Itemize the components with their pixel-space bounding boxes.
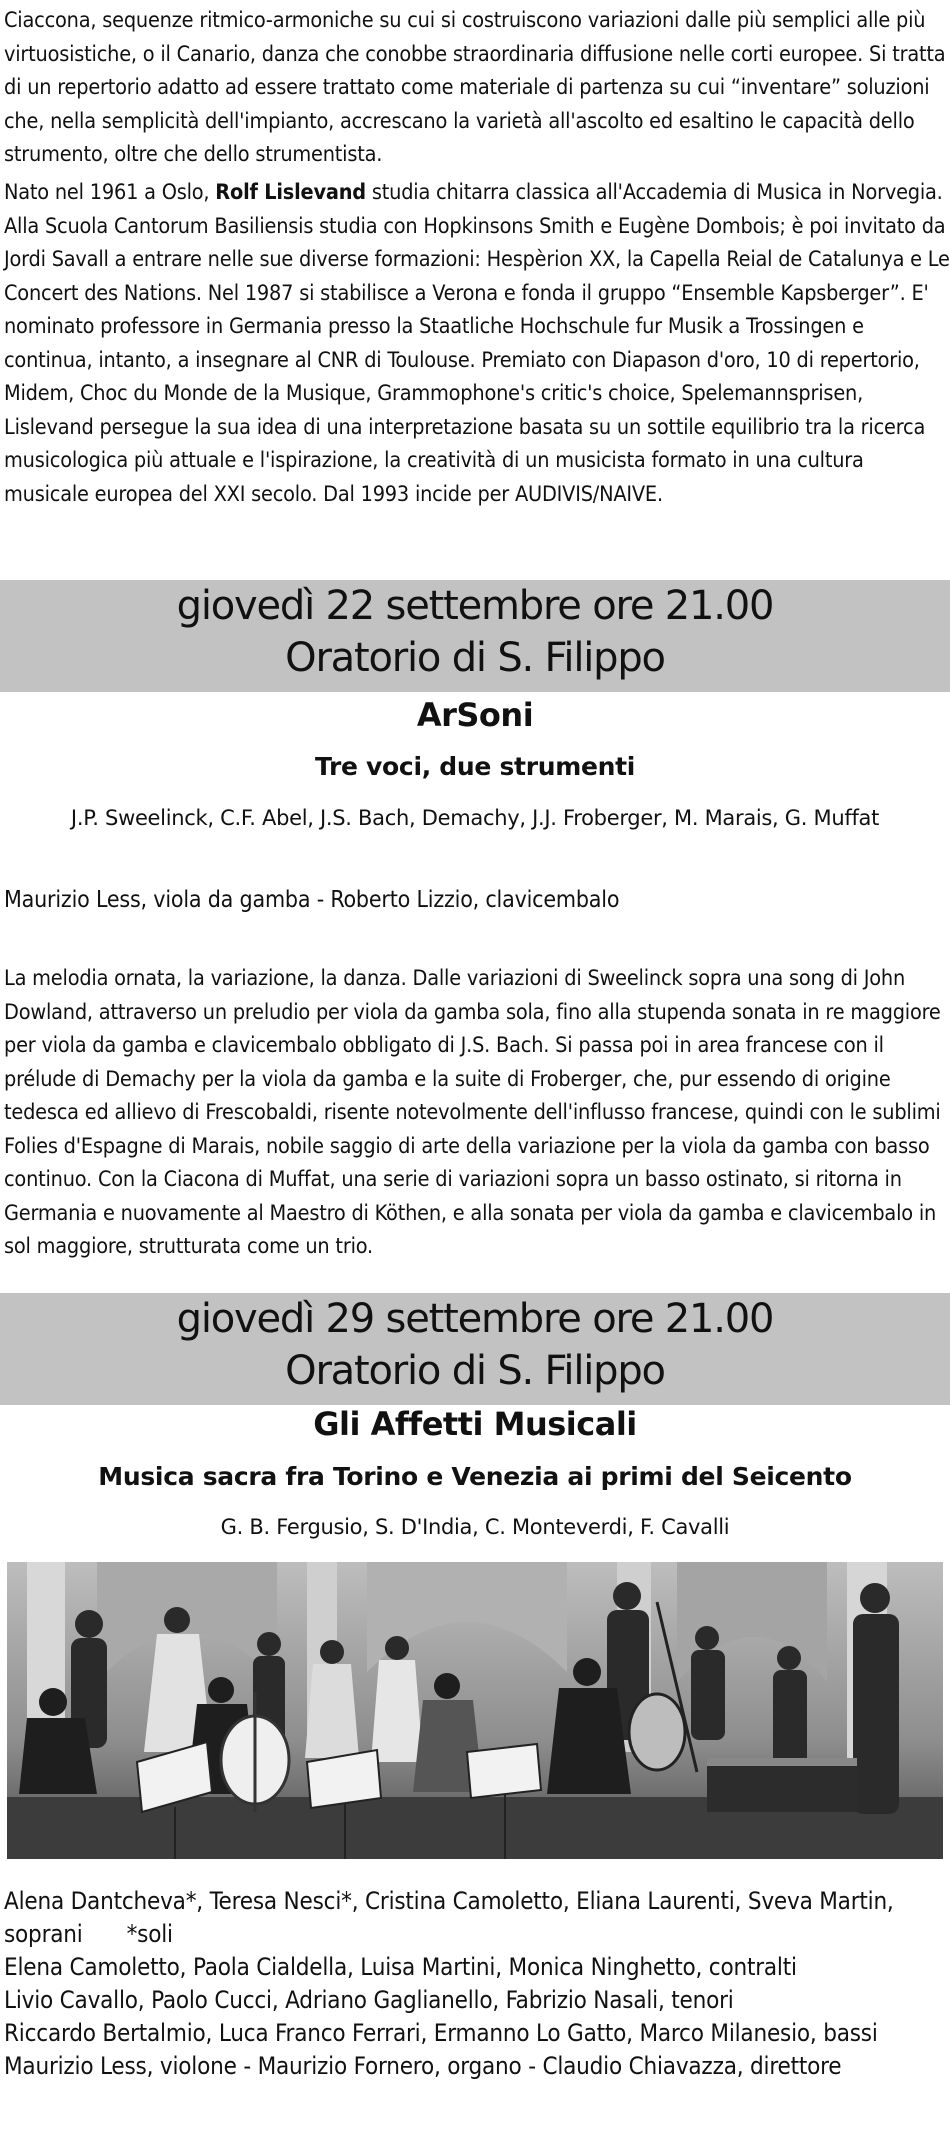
bio-text-start: Nato nel 1961 a Oslo, bbox=[4, 180, 216, 205]
concert-banner bbox=[0, 580, 950, 692]
concert-date: giovedì 22 settembre ore 21.00 bbox=[176, 583, 774, 629]
concert-date: giovedì 29 settembre ore 21.00 bbox=[176, 1296, 774, 1342]
concert-venue: Oratorio di S. Filippo bbox=[285, 635, 665, 681]
soprani-label: soprani bbox=[4, 1920, 83, 1948]
composer-list: G. B. Fergusio, S. D'India, C. Monteverdi, F. Cavalli bbox=[220, 1515, 730, 1539]
composer-list: J.P. Sweelinck, C.F. Abel, J.S. Bach, Demachy, J.J. Froberger, M. Marais, G. Muffat bbox=[70, 806, 880, 830]
concert-subtitle: Musica sacra fra Torino e Venezia ai primi del Seicento bbox=[98, 1462, 852, 1491]
performers-line: Maurizio Less, viola da gamba - Roberto Lizzio, clavicembalo bbox=[4, 887, 620, 913]
cast-list bbox=[0, 1885, 950, 2083]
soli-note: *soli bbox=[126, 1920, 173, 1948]
cast-soprani-label-line bbox=[4, 1918, 950, 1951]
intro-paragraph: Ciaccona, sequenze ritmico-armoniche su cui si costruiscono variazioni dalle più semplici alle più virtuosistiche, o il Canario, danza che conobbe straordinaria diffusione nelle corti europee. Si tratta di un repertorio adatto ad essere trattato come materiale di partenza su cui “inventare” soluzioni che, nella semplicità dell'impianto, accrescano la varietà all'ascolto ed esaltino le capacità dello strumento, oltre che dello strumentista. bbox=[4, 8, 946, 167]
concert-description: La melodia ornata, la variazione, la danza. Dalle variazioni di Sweelinck sopra una song di John Dowland, attraverso un preludio per viola da gamba sola, fino alla stupenda sonata in re maggiore per viola da gamba e clavicembalo obbligato di J.S. Bach. Si passa poi in area francese con il prélude di Demachy per la viola da gamba e la suite di Froberger, che, pur essendo di origine tedesca ed allievo di Frescobaldi, risente notevolmente dell'influsso francese, quindi con le sublimi Folies d'Espagne di Marais, nobile saggio di arte della variazione per la viola da gamba con basso continuo. Con la Ciacona di Muffat, una serie di variazioni sopra un basso ostinato, si ritorna in Germania e nuovamente al Maestro di Köthen, e alla sonata per viola da gamba e clavicembalo in sol maggiore, strutturata come un trio. bbox=[4, 966, 941, 1259]
cast-bassi: Riccardo Bertalmio, Luca Franco Ferrari, Ermanno Lo Gatto, Marco Milanesio, bassi bbox=[4, 2019, 878, 2047]
ensemble-name: Gli Affetti Musicali bbox=[313, 1405, 637, 1443]
biography-paragraph bbox=[0, 176, 950, 511]
ensemble-photo bbox=[7, 1562, 943, 1859]
concert-banner bbox=[0, 1293, 950, 1405]
cast-tenori: Livio Cavallo, Paolo Cucci, Adriano Gaglianello, Fabrizio Nasali, tenori bbox=[4, 1986, 734, 2014]
artist-name: Rolf Lislevand bbox=[215, 180, 366, 205]
cast-contralti: Elena Camoletto, Paola Cialdella, Luisa Martini, Monica Ninghetto, contralti bbox=[4, 1953, 797, 1981]
cast-direzione: Maurizio Less, violone - Maurizio Fornero, organo - Claudio Chiavazza, direttore bbox=[4, 2052, 842, 2080]
bio-text-rest: studia chitarra classica all'Accademia di Musica in Norvegia. Alla Scuola Cantorum Basiliensis studia con Hopkinsons Smith e Eugène Dombois; è poi invitato da Jordi Savall a entrare nelle sue diverse formazioni: Hespèrion XX, la Capella Reial de Catalunya e Le Concert des Nations. Nel 1987 si stabilisce a Verona e fonda il gruppo “Ensemble Kapsberger”. E' nominato professore in Germania presso la Staatliche Hochschule fur Musik a Trossingen e continua, intanto, a insegnare al CNR di Toulouse. Premiato con Diapason d'oro, 10 di repertorio, Midem, Choc du Monde de la Musique, Grammophone's critic's choice, Spelemannsprisen, Lislevand persegue la sua idea di una interpretazione basata su un sottile equilibrio tra la ricerca musicologica più attuale e l'ispirazione, la creatività di un musicista formato in una cultura musicale europea del XXI secolo. Dal 1993 incide per AUDIVIS/NAIVE. bbox=[4, 180, 950, 507]
concert-subtitle: Tre voci, due strumenti bbox=[314, 752, 636, 781]
concert-venue: Oratorio di S. Filippo bbox=[285, 1348, 665, 1394]
ensemble-name: ArSoni bbox=[416, 696, 534, 734]
ensemble-photo-illustration bbox=[7, 1562, 943, 1859]
cast-soprani: Alena Dantcheva*, Teresa Nesci*, Cristina Camoletto, Eliana Laurenti, Sveva Martin, bbox=[4, 1887, 894, 1915]
